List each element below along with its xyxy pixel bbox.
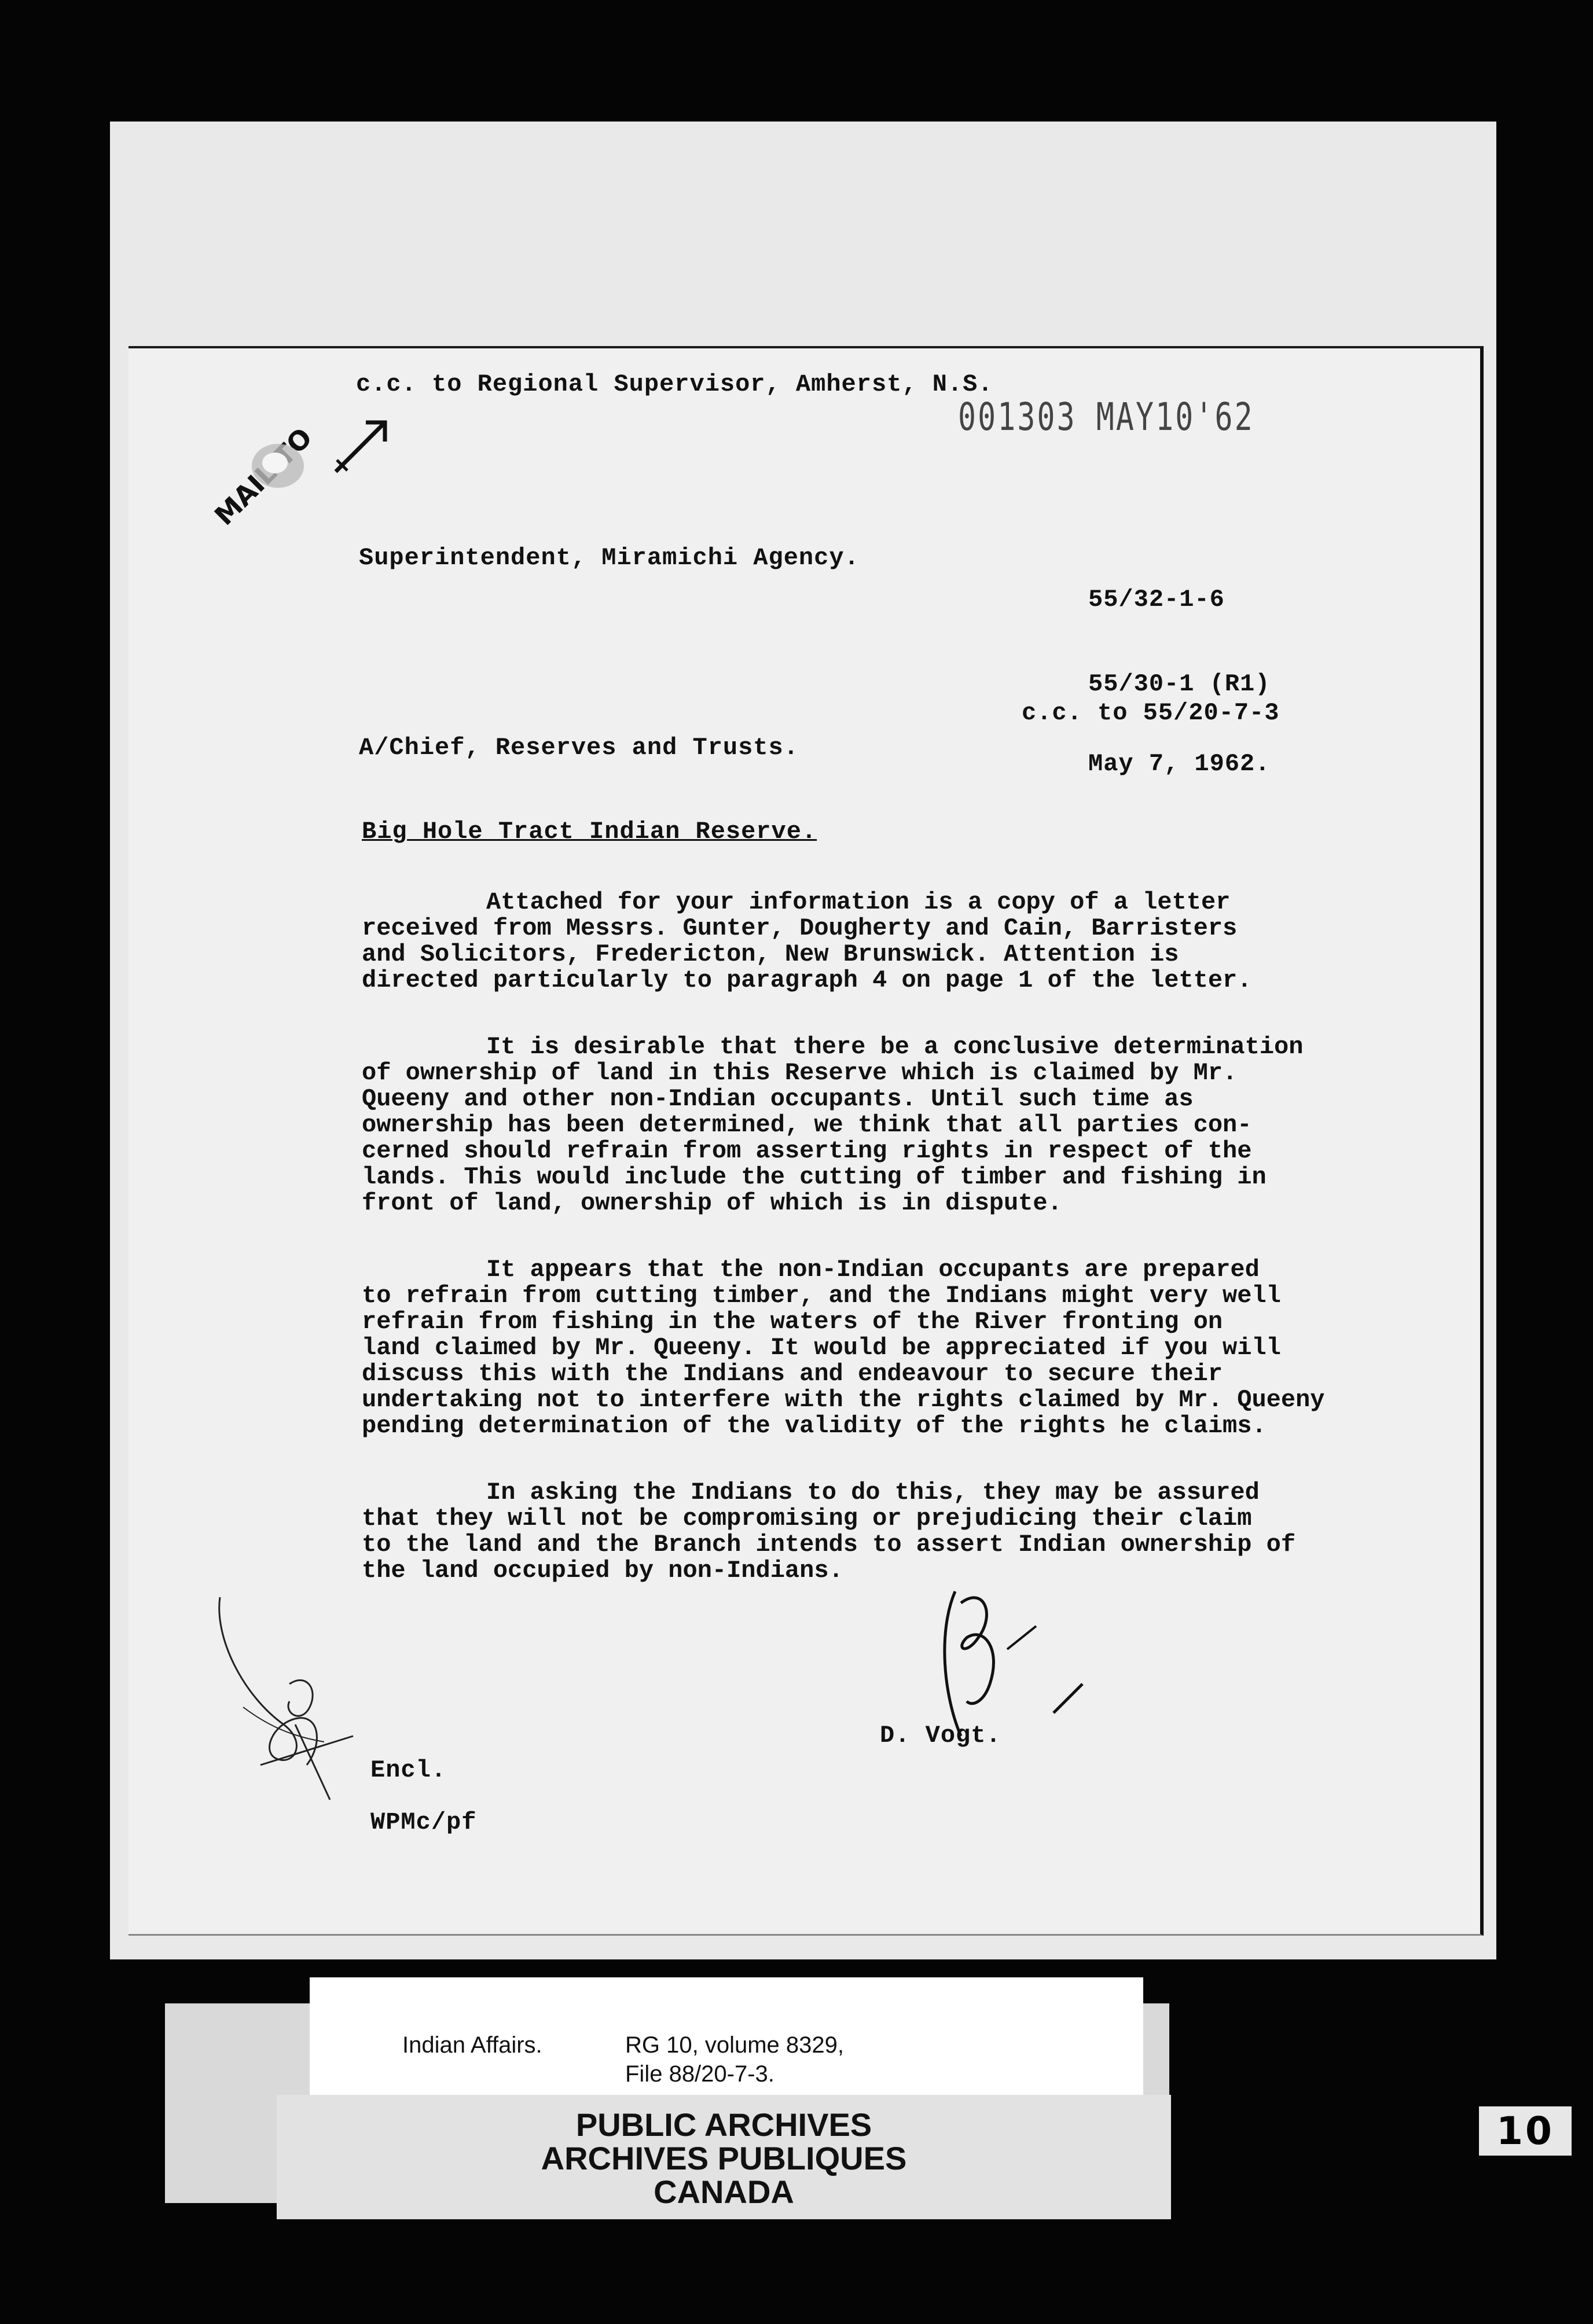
archive-reference-2: File 88/20-7-3. — [625, 2061, 775, 2087]
subject-line: Big Hole Tract Indian Reserve. — [362, 818, 817, 845]
handwritten-initials — [208, 1591, 382, 1811]
paragraph-line: to the land and the Branch intends to assert Indian ownership of — [362, 1531, 1296, 1558]
file-ref-3: c.c. to 55/20-7-3 — [1022, 699, 1280, 727]
paragraph-line: cerned should refrain from asserting rights in respect of the — [362, 1137, 1252, 1165]
paragraph-line: front of land, ownership of which is in dispute. — [362, 1189, 1062, 1217]
file-ref-1: 55/32-1-6 — [1088, 586, 1225, 613]
archive-reference-1: RG 10, volume 8329, — [625, 2032, 844, 2058]
typist-initials: WPMc/pf — [370, 1808, 477, 1836]
paragraph-line: land claimed by Mr. Queeny. It would be appreciated if you will — [362, 1334, 1281, 1362]
stamp-smudge — [243, 434, 313, 498]
file-ref-2: 55/30-1 (R1) — [1088, 670, 1271, 698]
mail-to-stamp: MAIL TO — [208, 421, 318, 532]
paragraph-line: Attached for your information is a copy of a letter — [486, 888, 1231, 916]
paragraph-line: the land occupied by non-Indians. — [362, 1557, 843, 1584]
paragraph-line: to refrain from cutting timber, and the Indians might very well — [362, 1282, 1281, 1310]
letter-date: May 7, 1962. — [1088, 750, 1271, 778]
arrow-icon — [330, 414, 394, 477]
archive-line-1: PUBLIC ARCHIVES — [575, 2106, 872, 2143]
enclosure-note: Encl. — [370, 1756, 447, 1784]
paragraph-line: discuss this with the Indians and endeavour to secure their — [362, 1360, 1223, 1388]
paragraph-line: directed particularly to paragraph 4 on page 1 of the letter. — [362, 966, 1252, 994]
paragraph-line: lands. This would include the cutting of timber and fishing in — [362, 1163, 1267, 1191]
paragraph-line: Queeny and other non-Indian occupants. Until such time as — [362, 1085, 1194, 1113]
paragraph-line: In asking the Indians to do this, they may be assured — [486, 1479, 1260, 1506]
addressee: Superintendent, Miramichi Agency. — [359, 544, 860, 572]
paragraph-line: of ownership of land in this Reserve which is claimed by Mr. — [362, 1059, 1238, 1087]
cc-line: c.c. to Regional Supervisor, Amherst, N.S. — [356, 370, 993, 398]
date-stamp: 001303 MAY10'62 — [958, 395, 1254, 439]
paragraph-line: and Solicitors, Fredericton, New Brunswick. Attention is — [362, 940, 1179, 968]
archive-line-2: ARCHIVES PUBLIQUES — [541, 2140, 907, 2176]
signatory-name: D. Vogt. — [880, 1722, 1001, 1749]
archive-name-band — [277, 2095, 1171, 2219]
paragraph-line: refrain from fishing in the waters of the River fronting on — [362, 1308, 1223, 1336]
paragraph-line: It appears that the non-Indian occupants are prepared — [486, 1256, 1260, 1284]
paragraph-line: undertaking not to interfere with the rights claimed by Mr. Queeny — [362, 1386, 1325, 1414]
paragraph-line: It is desirable that there be a conclusive determination — [486, 1033, 1304, 1061]
sender-title: A/Chief, Reserves and Trusts. — [359, 734, 799, 762]
paragraph-line: that they will not be compromising or prejudicing their claim — [362, 1505, 1252, 1532]
frame-number: 10 — [1479, 2106, 1572, 2156]
paragraph-line: pending determination of the validity of the rights he claims. — [362, 1412, 1267, 1440]
archive-line-3: CANADA — [654, 2174, 794, 2210]
paragraph-line: ownership has been determined, we think that all parties con- — [362, 1111, 1252, 1139]
collection-name: Indian Affairs. — [402, 2032, 542, 2058]
paragraph-line: received from Messrs. Gunter, Dougherty and Cain, Barristers — [362, 914, 1238, 942]
